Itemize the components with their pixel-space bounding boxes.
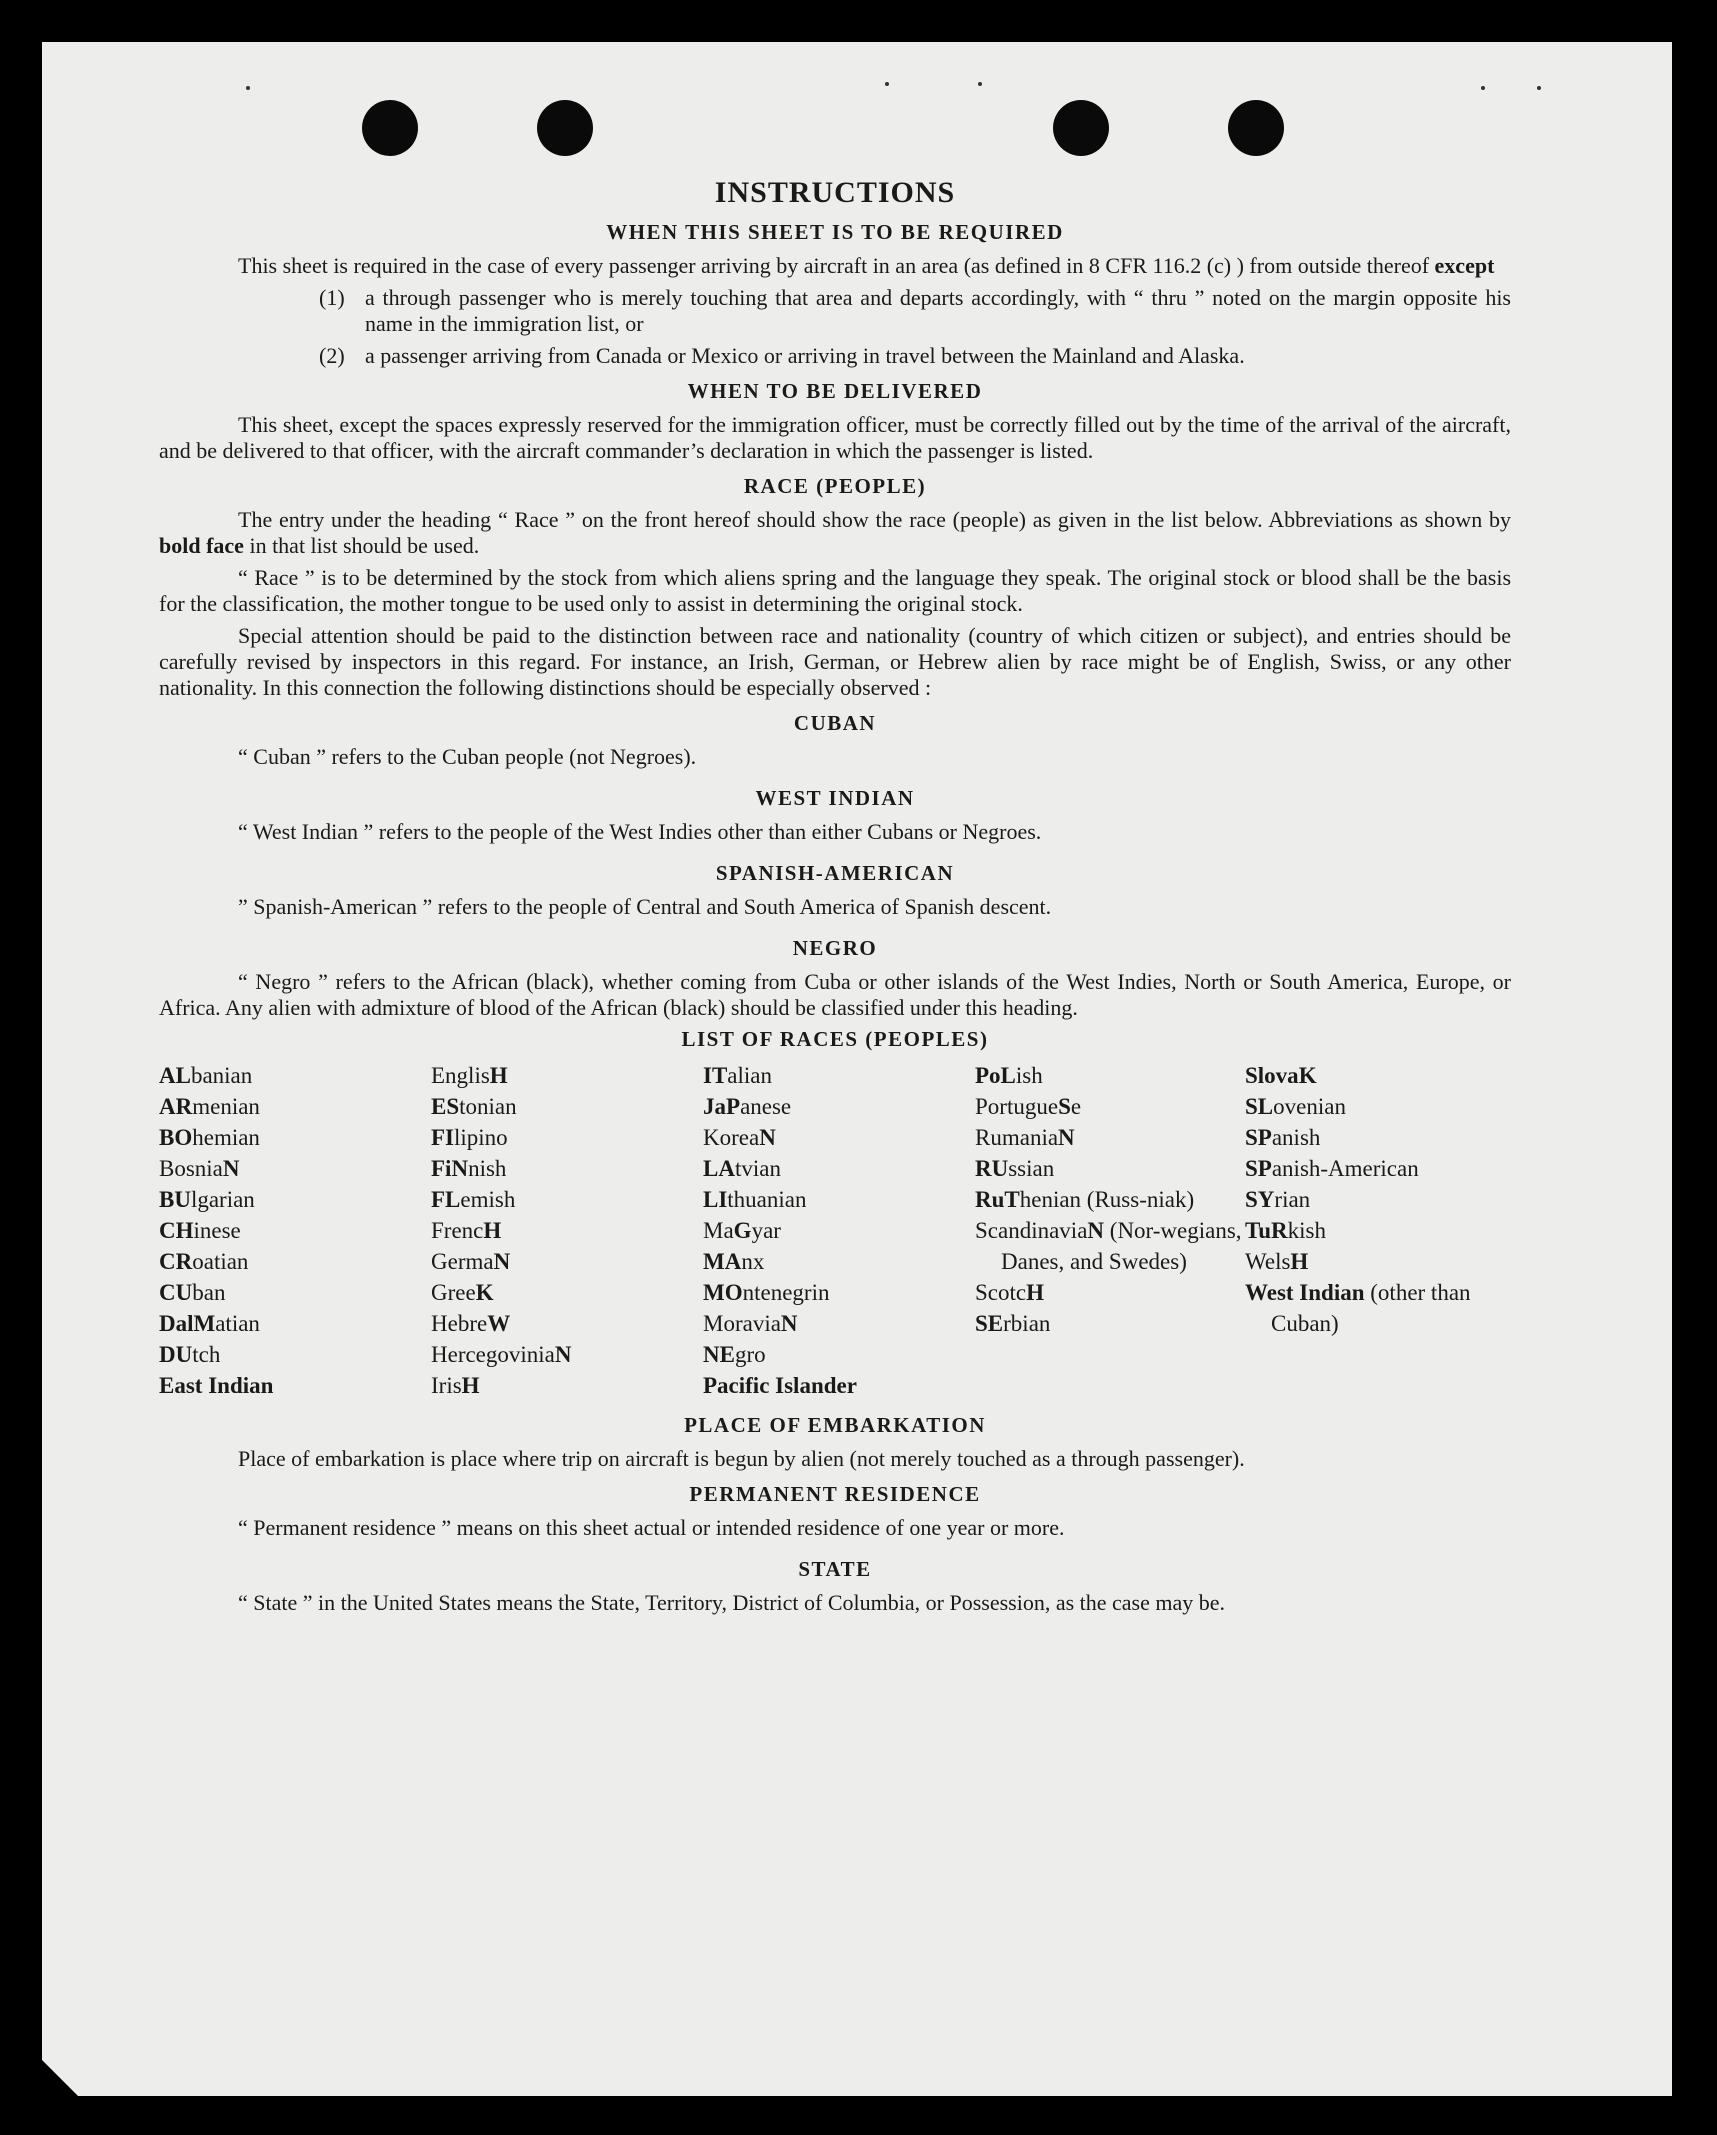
section-heading: SPANISH-AMERICAN — [715, 861, 955, 885]
race-entry: East Indian — [159, 1373, 274, 1398]
section-heading: NEGRO — [792, 936, 878, 960]
race-entry: LIthuanian — [703, 1187, 807, 1212]
paragraph: “ Permanent residence ” means on this sheet actual or intended residence of one year or more. — [238, 1515, 1065, 1540]
race-entry: IrisH — [431, 1373, 480, 1398]
paragraph: “ West Indian ” refers to the people of the West Indies other than either Cubans or Negroes. — [238, 819, 1042, 844]
race-entry: ScandinaviaN (Nor-wegians, Danes, and Swedes) — [975, 1218, 1242, 1274]
races-list — [159, 1060, 1511, 1401]
section-heading: RACE (PEOPLE) — [743, 474, 927, 498]
race-entry: FIlipino — [431, 1125, 508, 1150]
race-entry: ScotcH — [975, 1280, 1044, 1305]
race-entry: MaGyar — [703, 1218, 781, 1243]
speck — [1537, 86, 1541, 90]
section-heading: WHEN THIS SHEET IS TO BE REQUIRED — [606, 220, 1064, 244]
race-entry: BOhemian — [159, 1125, 260, 1150]
punch-hole — [537, 100, 593, 156]
race-column — [1245, 1060, 1511, 1401]
race-entry: EnglisH — [431, 1063, 508, 1088]
race-column — [159, 1060, 431, 1401]
race-entry: ARmenian — [159, 1094, 260, 1119]
race-entry: GermaN — [431, 1249, 511, 1274]
race-entry: HebreW — [431, 1311, 511, 1336]
race-entry: MOntenegrin — [703, 1280, 830, 1305]
section-heading: CUBAN — [793, 711, 877, 735]
section-heading: WHEN TO BE DELIVERED — [687, 379, 983, 403]
race-entry: FrencH — [431, 1218, 502, 1243]
speck — [978, 82, 982, 86]
race-entry: DalMatian — [159, 1311, 260, 1336]
punch-hole — [362, 100, 418, 156]
section-heading: PERMANENT RESIDENCE — [689, 1482, 981, 1506]
race-entry: GreeK — [431, 1280, 494, 1305]
race-entry: West Indian (other than Cuban) — [1245, 1280, 1471, 1336]
section-heading: STATE — [798, 1557, 872, 1581]
punch-hole — [1053, 100, 1109, 156]
race-entry: RuThenian (Russ-niak) — [975, 1187, 1195, 1212]
race-entry: Pacific Islander — [703, 1373, 857, 1398]
document-body — [159, 170, 1511, 1622]
race-entry: FLemish — [431, 1187, 516, 1212]
race-entry: RumaniaN — [975, 1125, 1075, 1150]
race-column — [975, 1060, 1245, 1401]
paragraph: Special attention should be paid to the distinction between race and nationality (country of which citizen or subject), and entries should be carefully revised by inspectors in this regard. For instance, an Irish, German, or Hebrew alien by race might be of English, Swiss, or any other nationality. In this connection the following distinctions should be especially observed : — [159, 623, 1511, 700]
section-heading: LIST OF RACES (PEOPLES) — [681, 1027, 989, 1051]
race-entry: BosniaN — [159, 1156, 240, 1181]
list-item: (2) a passenger arriving from Canada or Mexico or arriving in travel between the Mainland and Alaska. — [319, 343, 1245, 368]
list-item: (1) a through passenger who is merely touching that area and departs accordingly, with “ thru ” noted on the margin opposite his name in the immigration list, or — [319, 285, 1511, 336]
race-entry: PortugueSe — [975, 1094, 1082, 1119]
paragraph: Place of embarkation is place where trip on aircraft is begun by alien (not merely touched as a through passenger). — [238, 1446, 1245, 1471]
speck — [1481, 86, 1485, 90]
race-entry: PoLish — [975, 1063, 1043, 1088]
race-entry: LAtvian — [703, 1156, 781, 1181]
race-entry: WelsH — [1245, 1249, 1309, 1274]
paragraph: The entry under the heading “ Race ” on the front hereof should show the race (people) as given in the list below. Abbreviations as shown by bold face in that list should be used. — [159, 507, 1511, 558]
speck — [246, 86, 250, 90]
paragraph: ” Spanish-American ” refers to the people of Central and South America of Spanish descent. — [238, 894, 1052, 919]
race-entry: CRoatian — [159, 1249, 249, 1274]
race-entry: RUssian — [975, 1156, 1055, 1181]
race-entry: SErbian — [975, 1311, 1051, 1336]
race-entry: DUtch — [159, 1342, 221, 1367]
race-entry: TuRkish — [1245, 1218, 1326, 1243]
section-heading: WEST INDIAN — [755, 786, 915, 810]
page-title: INSTRUCTIONS — [714, 176, 956, 209]
race-entry: MoraviaN — [703, 1311, 798, 1336]
race-entry: SPanish-American — [1245, 1156, 1419, 1181]
paragraph: “ State ” in the United States means the State, Territory, District of Columbia, or Possession, as the case may be. — [238, 1590, 1226, 1615]
race-entry: EStonian — [431, 1094, 517, 1119]
race-entry: SYrian — [1245, 1187, 1311, 1212]
folded-corner — [42, 2060, 78, 2096]
paragraph: This sheet, except the spaces expressly reserved for the immigration officer, must be correctly filled out by the time of the arrival of the aircraft, and be delivered to that officer, with the aircraft commander’s declaration in which the passenger is listed. — [159, 412, 1511, 463]
race-entry: FiNnish — [431, 1156, 507, 1181]
race-entry: SLovenian — [1245, 1094, 1346, 1119]
race-entry: CUban — [159, 1280, 226, 1305]
paragraph: “ Race ” is to be determined by the stock from which aliens spring and the language they speak. The original stock or blood shall be the basis for the classification, the mother tongue to be used only to assist in determining the original stock. — [159, 565, 1511, 616]
punch-hole — [1228, 100, 1284, 156]
race-entry: SPanish — [1245, 1125, 1321, 1150]
paragraph: “ Negro ” refers to the African (black), whether coming from Cuba or other islands of the West Indies, North or South America, Europe, or Africa. Any alien with admixture of blood of the African (black) should be classified under this heading. — [159, 969, 1511, 1020]
paragraph: “ Cuban ” refers to the Cuban people (not Negroes). — [238, 744, 697, 769]
race-entry: HercegoviniaN — [431, 1342, 572, 1367]
race-column — [431, 1060, 703, 1401]
race-entry: NEgro — [703, 1342, 766, 1367]
race-entry: JaPanese — [703, 1094, 792, 1119]
race-entry: ITalian — [703, 1063, 772, 1088]
race-entry: SlovaK — [1245, 1063, 1317, 1088]
race-entry: BUlgarian — [159, 1187, 255, 1212]
race-entry: CHinese — [159, 1218, 241, 1243]
race-entry: ALbanian — [159, 1063, 253, 1088]
section-heading: PLACE OF EMBARKATION — [684, 1413, 986, 1437]
race-entry: MAnx — [703, 1249, 765, 1274]
speck — [885, 82, 889, 86]
race-column — [703, 1060, 975, 1401]
race-entry: KoreaN — [703, 1125, 776, 1150]
paragraph: This sheet is required in the case of every passenger arriving by aircraft in an area (as defined in 8 CFR 116.2 (c) ) from outside thereof except — [238, 253, 1495, 278]
